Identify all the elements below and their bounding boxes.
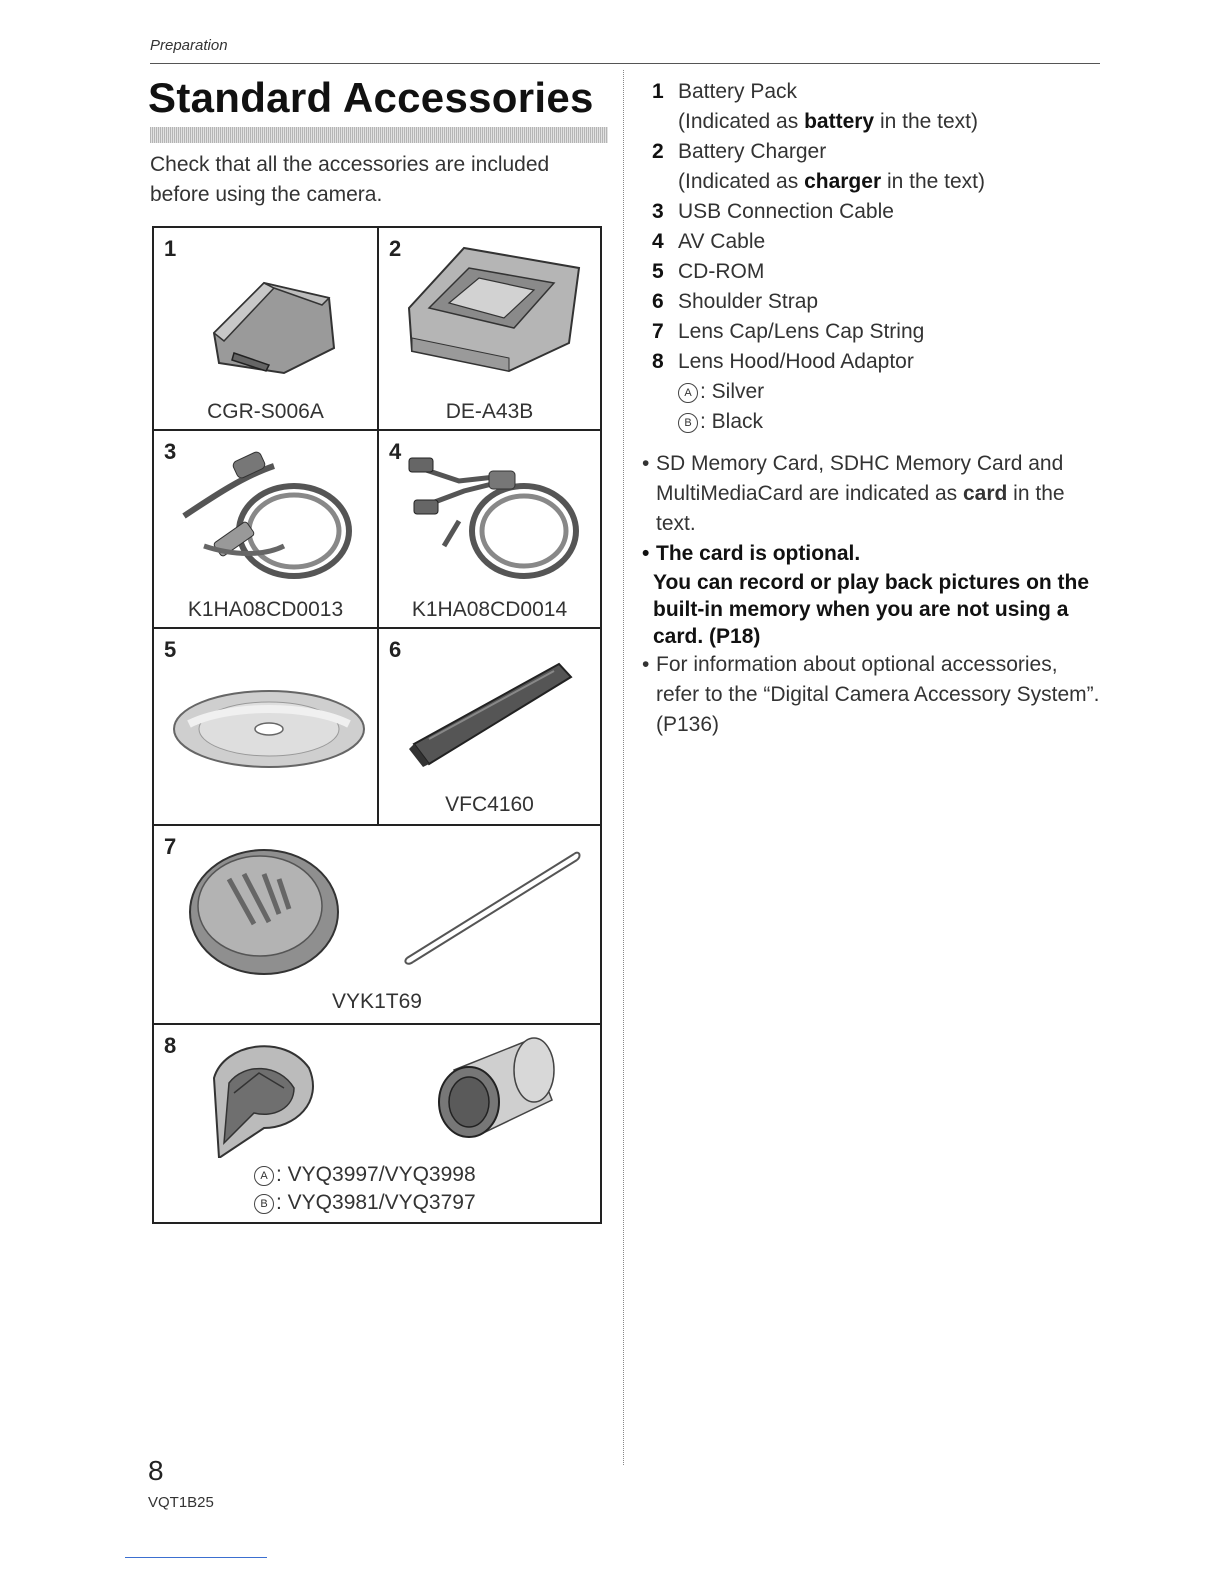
model-number: CGR-S006A (207, 400, 324, 423)
document-code: VQT1B25 (148, 1494, 214, 1511)
accessory-cell-usb-cable (154, 431, 377, 627)
list-item (652, 347, 1102, 377)
header-rule (150, 63, 1100, 64)
bottom-rule (125, 1557, 267, 1558)
list-item-label: AV Cable (678, 230, 766, 253)
list-item-label: Battery Charger (678, 140, 827, 163)
marker-b-icon: B (678, 413, 698, 433)
hood-adaptor-icon (434, 1030, 559, 1145)
list-item (652, 227, 1102, 257)
item-number: 5 (164, 637, 177, 662)
list-item-number: 7 (652, 320, 664, 343)
bullet-icon: • (642, 542, 650, 565)
list-item-number: 5 (652, 260, 664, 283)
list-item-label: CD-ROM (678, 260, 765, 283)
hood-model-text: : VYQ3981/VYQ3797 (276, 1191, 476, 1214)
list-item-label: Battery Pack (678, 80, 798, 103)
hood-model-row (254, 1161, 554, 1189)
accessory-cell-battery (154, 228, 377, 429)
hood-model-list (254, 1161, 554, 1217)
model-number: K1HA08CD0013 (187, 598, 344, 621)
note-built-in-memory: You can record or play back pictures on the built-in memory when you are not using a card. (P18) (653, 571, 1090, 648)
list-item-number: 8 (652, 350, 664, 373)
title-underline-bar (150, 127, 608, 143)
page-title: Standard Accessories (148, 74, 594, 121)
battery-charger-icon (404, 233, 584, 373)
model-number: VFC4160 (445, 793, 534, 816)
note-card-optional: • The card is optional. (642, 539, 1102, 569)
accessory-cell-lens-hood (154, 1025, 600, 1222)
model-number: DE-A43B (445, 400, 534, 423)
item-number: 2 (389, 236, 402, 261)
list-item-note: (Indicated as charger in the text) (678, 170, 986, 193)
list-item-label: Shoulder Strap (678, 290, 819, 313)
list-item-label: USB Connection Cable (678, 200, 894, 223)
list-item-number: 1 (652, 80, 664, 103)
accessory-cell-lens-cap (154, 826, 600, 1023)
list-item-number: 2 (652, 140, 664, 163)
model-number: VYK1T69 (332, 990, 422, 1013)
hood-option-text: : Black (700, 410, 764, 433)
lens-cap-icon (184, 844, 344, 979)
bullet-icon: • (642, 452, 650, 475)
accessory-cell-av-cable (379, 431, 600, 627)
list-item-number: 4 (652, 230, 664, 253)
cd-rom-icon (169, 684, 369, 774)
hood-model-text: : VYQ3997/VYQ3998 (276, 1163, 476, 1186)
section-label: Preparation (150, 37, 228, 54)
lens-hood-icon (204, 1033, 324, 1158)
list-item-label: Lens Hood/Hood Adaptor (678, 350, 914, 373)
battery-pack-icon (194, 253, 344, 378)
note-card-naming: • SD Memory Card, SDHC Memory Card and MultiMediaCard are indicated as card in the text. (642, 449, 1102, 539)
model-number: K1HA08CD0014 (411, 598, 568, 621)
item-number: 8 (164, 1033, 177, 1058)
hood-option (652, 377, 1102, 407)
bullet-icon: • (642, 653, 650, 676)
item-number: 6 (389, 637, 402, 662)
list-item-number: 3 (652, 200, 664, 223)
marker-a-icon: A (254, 1166, 274, 1186)
list-item (652, 197, 1102, 227)
shoulder-strap-icon (409, 659, 579, 769)
lens-cap-string-icon (399, 846, 584, 966)
usb-cable-icon (174, 436, 359, 586)
note-optional-accessories: • For information about optional accessories, refer to the “Digital Camera Accessory System”. (P136) (642, 650, 1102, 740)
accessory-cell-charger (379, 228, 600, 429)
accessories-grid (152, 226, 602, 1224)
list-item-number: 6 (652, 290, 664, 313)
list-item (652, 137, 1102, 167)
list-item-label: Lens Cap/Lens Cap String (678, 320, 925, 343)
intro-text: Check that all the accessories are included before using the camera. (150, 153, 550, 206)
list-item (652, 257, 1102, 287)
hood-option-text: : Silver (700, 380, 765, 403)
list-item-note: (Indicated as battery in the text) (678, 110, 978, 133)
accessory-list (642, 77, 1102, 740)
hood-option (652, 407, 1102, 437)
hood-model-row (254, 1189, 554, 1217)
marker-b-icon: B (254, 1194, 274, 1214)
accessory-cell-cd-rom (154, 629, 377, 824)
column-divider (623, 70, 624, 1465)
list-item (652, 287, 1102, 317)
item-number: 1 (164, 236, 177, 261)
av-cable-icon (404, 436, 584, 586)
item-number: 3 (164, 439, 177, 464)
page-number: 8 (148, 1455, 164, 1486)
list-item (652, 77, 1102, 107)
accessory-cell-shoulder-strap (379, 629, 600, 824)
item-number: 7 (164, 834, 177, 859)
marker-a-icon: A (678, 383, 698, 403)
item-number: 4 (389, 439, 402, 464)
list-item (652, 317, 1102, 347)
